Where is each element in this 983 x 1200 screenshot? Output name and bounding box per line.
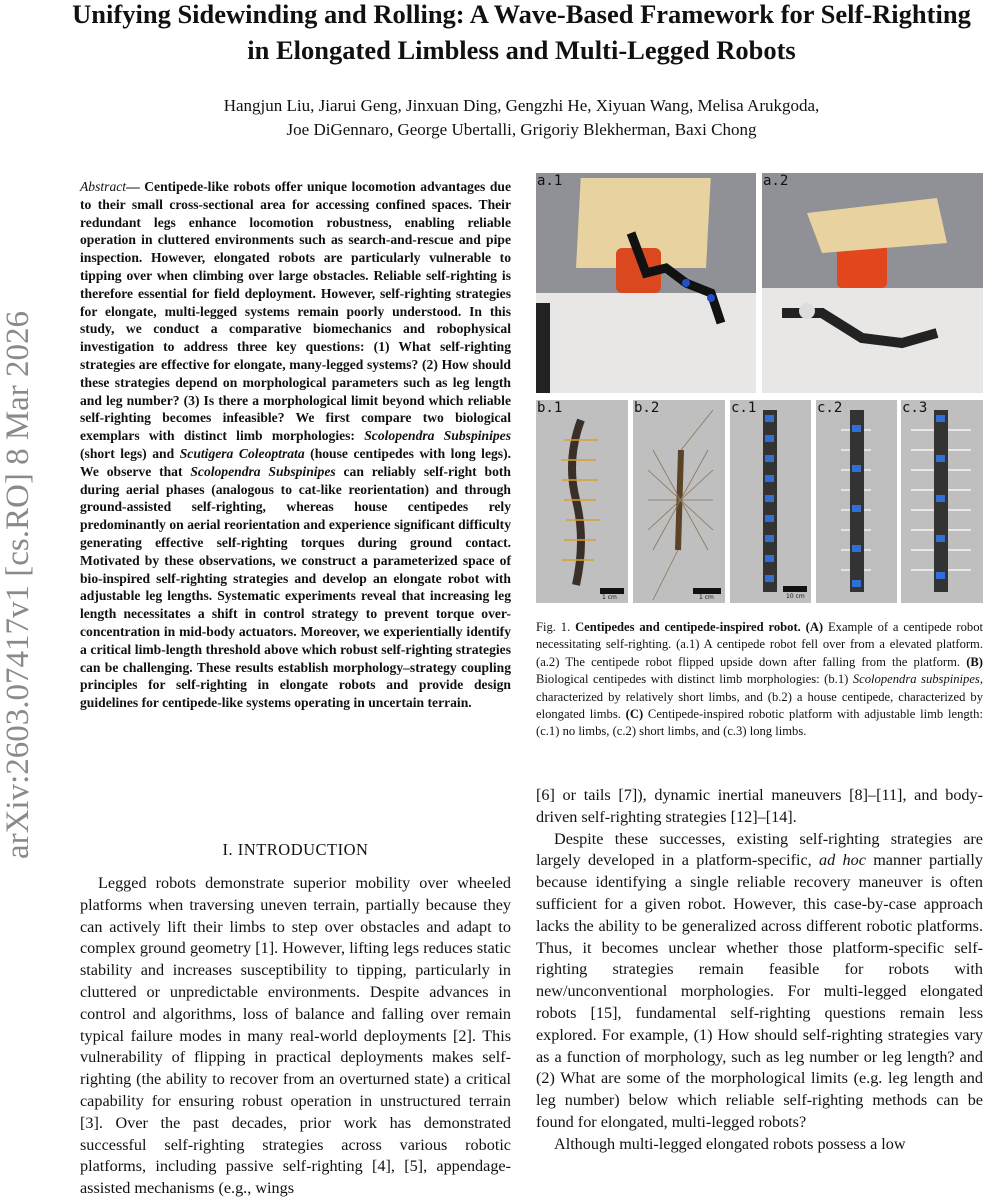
bold-text: Centipedes and centipede-inspired robot. (A) — [575, 620, 824, 634]
bold-text: (B) — [966, 654, 983, 669]
abstract — [80, 178, 511, 712]
text-run: Although multi-legged elongated robots possess a low — [554, 1134, 906, 1153]
panel-label: c.2 — [817, 400, 843, 416]
paragraph — [536, 1134, 983, 1156]
italic-text: Scolopendra subspinipes — [852, 672, 980, 687]
figure-caption — [536, 619, 983, 741]
panel-label: b.2 — [634, 400, 660, 416]
section-heading-introduction: I. INTRODUCTION — [222, 840, 369, 859]
text-run: Fig. 1. — [536, 620, 576, 634]
photo-a1 — [536, 173, 756, 393]
italic-text: Scutigera Coleoptrata — [179, 445, 305, 461]
scale-bar-label: 1 cm — [602, 594, 617, 601]
panel-label: c.1 — [731, 400, 757, 416]
panel-label: c.3 — [902, 400, 928, 416]
paragraph — [80, 873, 511, 1200]
italic-text: Scolopendra Subspinipes — [364, 428, 511, 444]
panel-label: a.2 — [763, 173, 789, 189]
text-run: Legged robots demonstrate superior mobility over wheeled platforms when traversing uneven terrain, partially because they can actively lift their limbs to step over obstacles and adapt to complex ground geometry [1]. However, lifting legs reduces static stability and increases susceptibility to tipping, particularly in cluttered or unpredictable environments. Despite advances in control and algorithms, loss of balance and falling over remain typical failure modes in many real-world deployments [2]. This vulnerability of flipping in practical deployments makes self-righting (the ability to recover from an overturned state) a critical capability for ensuring robust operation in unstructured terrain [3]. Over the past decades, prior work has demonstrated successful self-righting strategies across various robotic platforms, including passive self-righting [4], [5], appendage-assisted mechanisms (e.g., wings — [80, 874, 511, 1198]
bold-text: (C) — [625, 707, 644, 722]
photo-b2 — [633, 400, 725, 603]
text-run: can reliably self-right both during aerial phases (analogous to cat-like reorientation) and through ground-assisted self-righting, whereas house centipedes rely predominantly on aerial reorientation and experience significant difficulty generating effective self-righting torques during ground contact. Motivated by these observations, we construct a parameterized space of bio-inspired self-righting strategies and develop an elongate robot with adjustable leg lengths. Systematic experiments reveal that increasing leg length necessitates a shift in control strategy to prevent torque over-concentration in mid-body actuators. Moreover, we experientially identify a critical limb-length threshold above which robust self-righting strategies can be challenging. These results establish morphology–strategy coupling principles for self-righting in elongate robots and provide design guidelines for centipede-like systems operating in uncertain terrain. — [80, 463, 511, 711]
text-run: (house centipedes with long legs). We observe that — [80, 445, 511, 479]
author-line: Hangjun Liu, Jiarui Geng, Jinxuan Ding, Gengzhi He, Xiyuan Wang, Melisa Arukgoda, — [223, 96, 820, 115]
text-run: [6] or tails [7]), dynamic inertial maneuvers [8]–[11], and body-driven self-righting strategies [12]–[14]. — [536, 786, 983, 826]
paragraph — [536, 829, 983, 1134]
left-column-body — [80, 873, 511, 1200]
text-run: Biological centipedes with distinct limb morphologies: (b.1) — [536, 672, 853, 687]
paper-title: Unifying Sidewinding and Rolling: A Wave-Based Framework for Self-Righting in Elongated Limbless and Multi-Legged Robots — [72, 0, 971, 65]
photo-a2 — [762, 173, 983, 393]
author-line: Joe DiGennaro, George Ubertalli, Grigoriy Blekherman, Baxi Chong — [286, 120, 757, 139]
photo-b1 — [536, 400, 628, 603]
right-column-body — [536, 785, 983, 1156]
text-run: (short legs) and — [80, 445, 180, 461]
scale-bar-label: 1 cm — [699, 594, 714, 601]
paragraph — [536, 785, 983, 829]
panel-label: a.1 — [537, 173, 563, 189]
author-list — [60, 94, 983, 142]
text-run: Centipede-inspired robotic platform with adjustable limb length: (c.1) no limbs, (c.2) short limbs, and (c.3) long limbs. — [536, 707, 983, 739]
arxiv-identifier: arXiv:2603.07417v1 [cs.RO] 8 Mar 2026 — [0, 310, 36, 860]
italic-text: Scolopendra Subspinipes — [190, 463, 336, 479]
photo-c2 — [816, 400, 897, 603]
abstract-label: Abstract — [80, 179, 127, 194]
photo-c3 — [901, 400, 983, 603]
text-run: , characterized by relatively short limbs, and (b.2) a house centipede, characterized by elongated limbs. — [536, 672, 983, 722]
text-run: Example of a centipede robot necessitating self-righting. (a.1) A centipede robot fell over from a elevated platform. (a.2) The centipede robot flipped upside down after falling from the platform. — [536, 620, 983, 669]
photo-c1 — [730, 400, 811, 603]
text-run: manner partially because identifying a single reliable recovery maneuver is often sufficient for a given robot. However, this case-by-case approach lacks the ability to be generalized across different robotic platforms. Thus, it becomes unclear whether those platform-specific self-righting strategies remain feasible for robots with new/unconventional morphologies. For multi-legged elongated robots [15], fundamental self-righting questions remain less explored. For example, (1) How should self-righting strategies vary as a function of morphology, such as leg number or leg length? and (2) What are some of the morphological limits (e.g. leg length and leg number) below which reliable self-righting methods can be found for elongated, multi-legged robots? — [536, 851, 983, 1131]
text-run: Despite these successes, existing self-righting strategies are largely developed in a platform-specific, — [536, 829, 983, 870]
text-run: — Centipede-like robots offer unique locomotion advantages due to their small cross-sectional area for accessing confined spaces. Their redundant legs enhance locomotion robustness, enabling reliable operation in cluttered environments such as search-and-rescue and pipe inspection. However, elongated robots are particularly vulnerable to tipping over when climbing over large obstacles. Reliable self-righting is therefore essential for field deployment. However, self-righting strategies for elongate, multi-legged systems remain poorly understood. In this study, we conduct a comparative biomechanics and robophysical investigation to address three key questions: (1) What self-righting strategies are effective for elongate, many-legged systems? (2) How should these strategies depend on morphological parameters such as leg length and leg number? (3) Is there a morphological limit beyond which reliable self-righting becomes infeasible? We first compare two biological exemplars with distinct limb morphologies: — [80, 179, 511, 444]
panel-label: b.1 — [537, 400, 563, 416]
italic-text: ad hoc — [819, 851, 866, 870]
scale-bar-label: 10 cm — [786, 593, 805, 600]
